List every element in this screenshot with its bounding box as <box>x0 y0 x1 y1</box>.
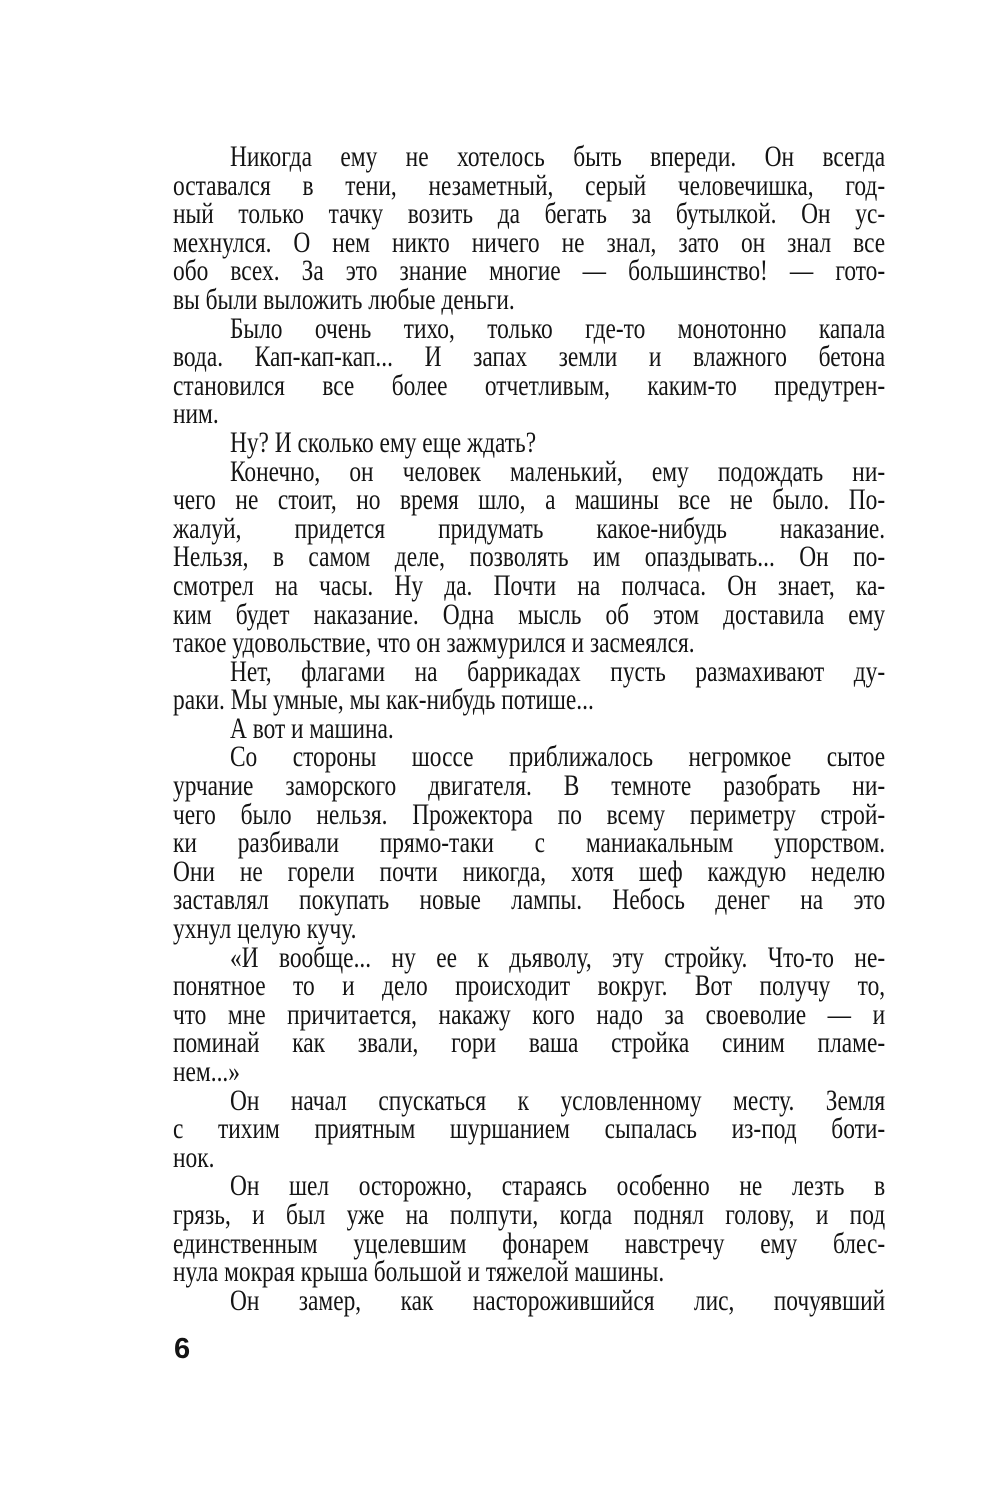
text-line-content: что мне причитается, накажу кого надо за своеволие — и <box>173 997 886 1031</box>
text-line <box>173 797 886 831</box>
text-line <box>173 540 886 574</box>
text-line <box>173 197 886 231</box>
text-line <box>173 854 886 888</box>
page-number: 6 <box>174 1333 191 1365</box>
text-line <box>173 654 886 688</box>
text-line <box>173 626 885 660</box>
paragraph <box>173 140 886 316</box>
text-line <box>173 969 886 1003</box>
text-line <box>173 483 886 517</box>
text-line-content: такое удовольствие, что он зажмурился и засмеялся. <box>173 626 695 660</box>
text-line-content: чего не стоит, но время шло, а машины все не было. По- <box>173 483 886 517</box>
text-line <box>173 769 886 803</box>
text-line-content: становился все более отчетливым, каким-то предутрен- <box>173 368 886 402</box>
text-line-content: с тихим приятным шуршанием сыпалась из-под боти- <box>173 1112 886 1146</box>
text-line <box>173 1026 886 1060</box>
paragraph <box>173 740 886 946</box>
text-line <box>173 282 885 316</box>
text-line <box>173 1083 886 1117</box>
text-line-content: Со стороны шоссе приближалось негромкое сытое <box>229 740 886 774</box>
body-text <box>173 140 886 1317</box>
text-line <box>173 883 886 917</box>
paragraph <box>173 1169 886 1289</box>
text-line <box>173 140 886 173</box>
text-line-content: ним. <box>173 397 219 431</box>
text-line-content: Он шел осторожно, стараясь особенно не лезть в <box>229 1169 886 1203</box>
paragraph <box>173 311 886 431</box>
text-line-content: смотрел на часы. Ну да. Почти на полчаса. Он знает, ка- <box>173 568 886 602</box>
text-line-content: мехнулся. О нем никто ничего не знал, зато он знал все <box>173 225 886 259</box>
text-line-content: Было очень тихо, только где-то монотонно капала <box>229 311 886 345</box>
text-line <box>173 425 885 459</box>
text-line <box>173 597 886 631</box>
text-line-content: Конечно, он человек маленький, ему подождать ни- <box>229 454 886 488</box>
paragraph <box>173 940 886 1088</box>
text-line-content: ухнул целую кучу. <box>173 912 357 946</box>
text-line <box>173 511 886 545</box>
text-line-content: Они не горели почти никогда, хотя шеф каждую неделю <box>173 854 886 888</box>
text-line <box>173 1197 886 1231</box>
text-line <box>173 1255 885 1289</box>
text-line-content: ный только тачку возить да бегать за бутылкой. Он ус- <box>173 197 886 231</box>
text-line-content: раки. Мы умные, мы как-нибудь потише... <box>173 683 594 717</box>
text-line-content: Нет, флагами на баррикадах пусть размахивают ду- <box>229 654 886 688</box>
text-line <box>173 1169 886 1203</box>
text-line-content: Он замер, как насторожившийся лис, почуявший <box>229 1283 886 1317</box>
text-line-content: «И вообще... ну ее к дьяволу, эту стройку. Что-то не- <box>229 940 886 974</box>
text-line-content: вы были выложить любые деньги. <box>173 282 515 316</box>
text-line-content: грязь, и был уже на полпути, когда поднял голову, и под <box>173 1197 886 1231</box>
text-line <box>173 1055 885 1088</box>
paragraph <box>173 425 885 459</box>
text-line <box>173 454 886 488</box>
text-line-content: нем...» <box>173 1055 240 1088</box>
text-line-content: урчание заморского двигателя. В темноте разобрать ни- <box>173 769 886 803</box>
text-line <box>173 397 885 431</box>
text-line-content: А вот и машина. <box>229 711 394 745</box>
text-line-content: Никогда ему не хотелось быть впереди. Он всегда <box>229 140 886 173</box>
text-line-content: понятное то и дело происходит вокруг. Вот получу то, <box>173 969 886 1003</box>
text-line <box>173 254 886 288</box>
text-line <box>173 168 886 202</box>
text-line-content: вода. Кап-кап-кап... И запах земли и влажного бетона <box>173 340 886 374</box>
text-line-content: нула мокрая крыша большой и тяжелой машины. <box>173 1255 665 1289</box>
text-line <box>173 340 886 374</box>
text-line <box>173 1140 885 1174</box>
text-line <box>173 826 886 860</box>
text-line-content: ки разбивали прямо-таки с маниакальным упорством. <box>173 826 886 860</box>
text-line <box>173 568 886 602</box>
paragraph <box>173 1083 886 1174</box>
text-line <box>173 740 886 774</box>
text-line <box>173 711 885 745</box>
paragraph <box>173 454 886 660</box>
text-line-content: чего было нельзя. Прожектора по всему периметру строй- <box>173 797 886 831</box>
text-line <box>173 311 886 345</box>
text-line <box>173 225 886 259</box>
text-line <box>173 1283 886 1317</box>
text-line <box>173 1226 886 1260</box>
text-line-content: обо всех. За это знание многие — большинство! — гото- <box>173 254 886 288</box>
text-line-content: жалуй, придется придумать какое-нибудь наказание. <box>173 511 886 545</box>
text-line <box>173 997 886 1031</box>
text-line-content: оставался в тени, незаметный, серый человечишка, год- <box>173 168 886 202</box>
paragraph <box>173 711 885 745</box>
text-line-content: поминай как звали, гори ваша стройка синим пламе- <box>173 1026 886 1060</box>
text-line-content: Ну? И сколько ему еще ждать? <box>229 425 537 459</box>
text-line <box>173 912 885 946</box>
text-line <box>173 368 886 402</box>
text-line-content: Нельзя, в самом деле, позволять им опаздывать... Он по- <box>173 540 886 574</box>
paragraph <box>173 654 886 717</box>
text-line-content: заставлял покупать новые лампы. Небось денег на это <box>173 883 886 917</box>
paragraph <box>173 1283 886 1317</box>
text-line <box>173 1112 886 1146</box>
text-line-content: ким будет наказание. Одна мысль об этом доставила ему <box>173 597 886 631</box>
text-line-content: нок. <box>173 1140 215 1174</box>
text-line-content: единственным уцелевшим фонарем навстречу ему блес- <box>173 1226 886 1260</box>
text-line <box>173 683 885 717</box>
text-line-content: Он начал спускаться к условленному месту. Земля <box>229 1083 886 1117</box>
text-line <box>173 940 886 974</box>
